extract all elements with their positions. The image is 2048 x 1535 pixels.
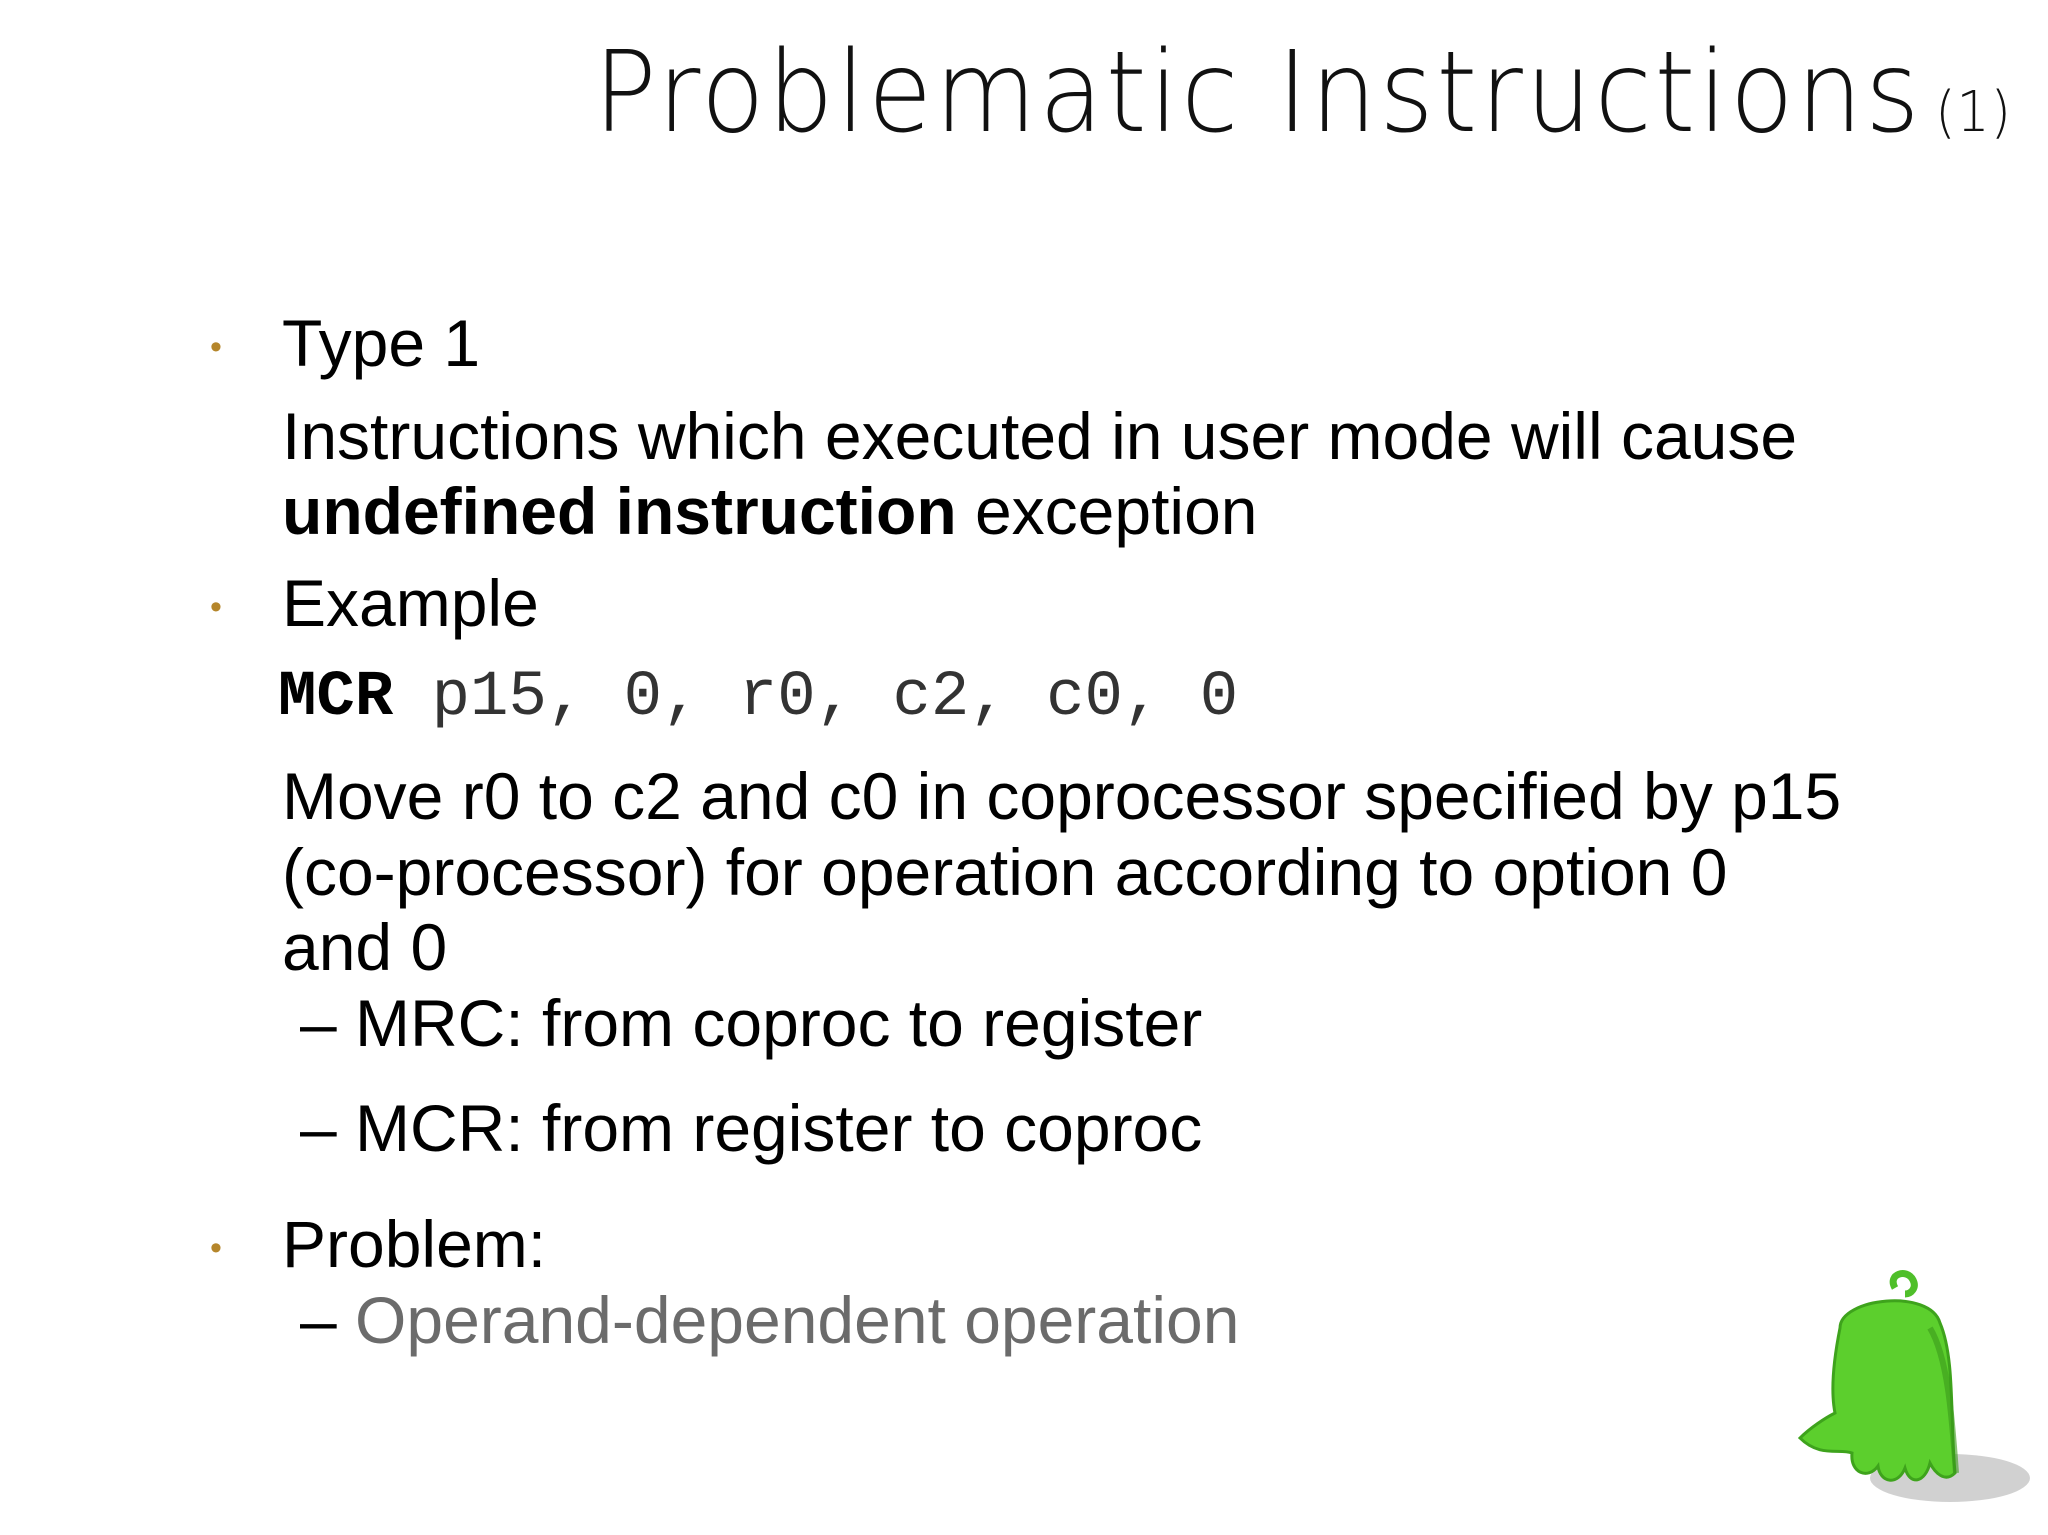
slide-title-text: Problematic Instructions — [593, 28, 1923, 158]
green-creature-icon — [1780, 1268, 2040, 1528]
bullet-marker: • — [210, 588, 222, 626]
sub-item-operand-dependent — [300, 1282, 1239, 1358]
code-example — [278, 660, 1238, 736]
type-1-description-line-1: Instructions which executed in user mode will cause — [282, 399, 1798, 473]
slide-title — [594, 28, 2012, 158]
undefined-instruction-bold: undefined instruction — [282, 474, 957, 548]
bullet-marker: • — [210, 1229, 222, 1267]
bullet-label-problem: Problem: — [282, 1207, 547, 1281]
explanation-line-3: and 0 — [282, 910, 448, 984]
sub-item-mrc: – MRC: from coproc to register — [300, 986, 1203, 1060]
bullet-label-type-1: Type 1 — [282, 306, 481, 380]
sub-item-mcr: – MCR: from register to coproc — [300, 1091, 1203, 1165]
sub-item-text: Operand-dependent operation — [355, 1283, 1240, 1357]
explanation-line-1: Move r0 to c2 and c0 in coprocessor specified by p15 — [282, 759, 1842, 833]
bullet-marker: • — [210, 328, 222, 366]
explanation-line-2: (co-processor) for operation according to option 0 — [282, 835, 1728, 909]
type-1-description-line-2 — [282, 473, 1258, 549]
sub-item-dash: – — [300, 1283, 356, 1357]
code-keyword: MCR — [278, 662, 394, 734]
slide-title-suffix: (1) — [1935, 80, 2012, 145]
code-arguments: p15, 0, r0, c2, c0, 0 — [393, 662, 1239, 734]
bullet-label-example: Example — [282, 566, 539, 640]
exception-text: exception — [956, 474, 1258, 548]
